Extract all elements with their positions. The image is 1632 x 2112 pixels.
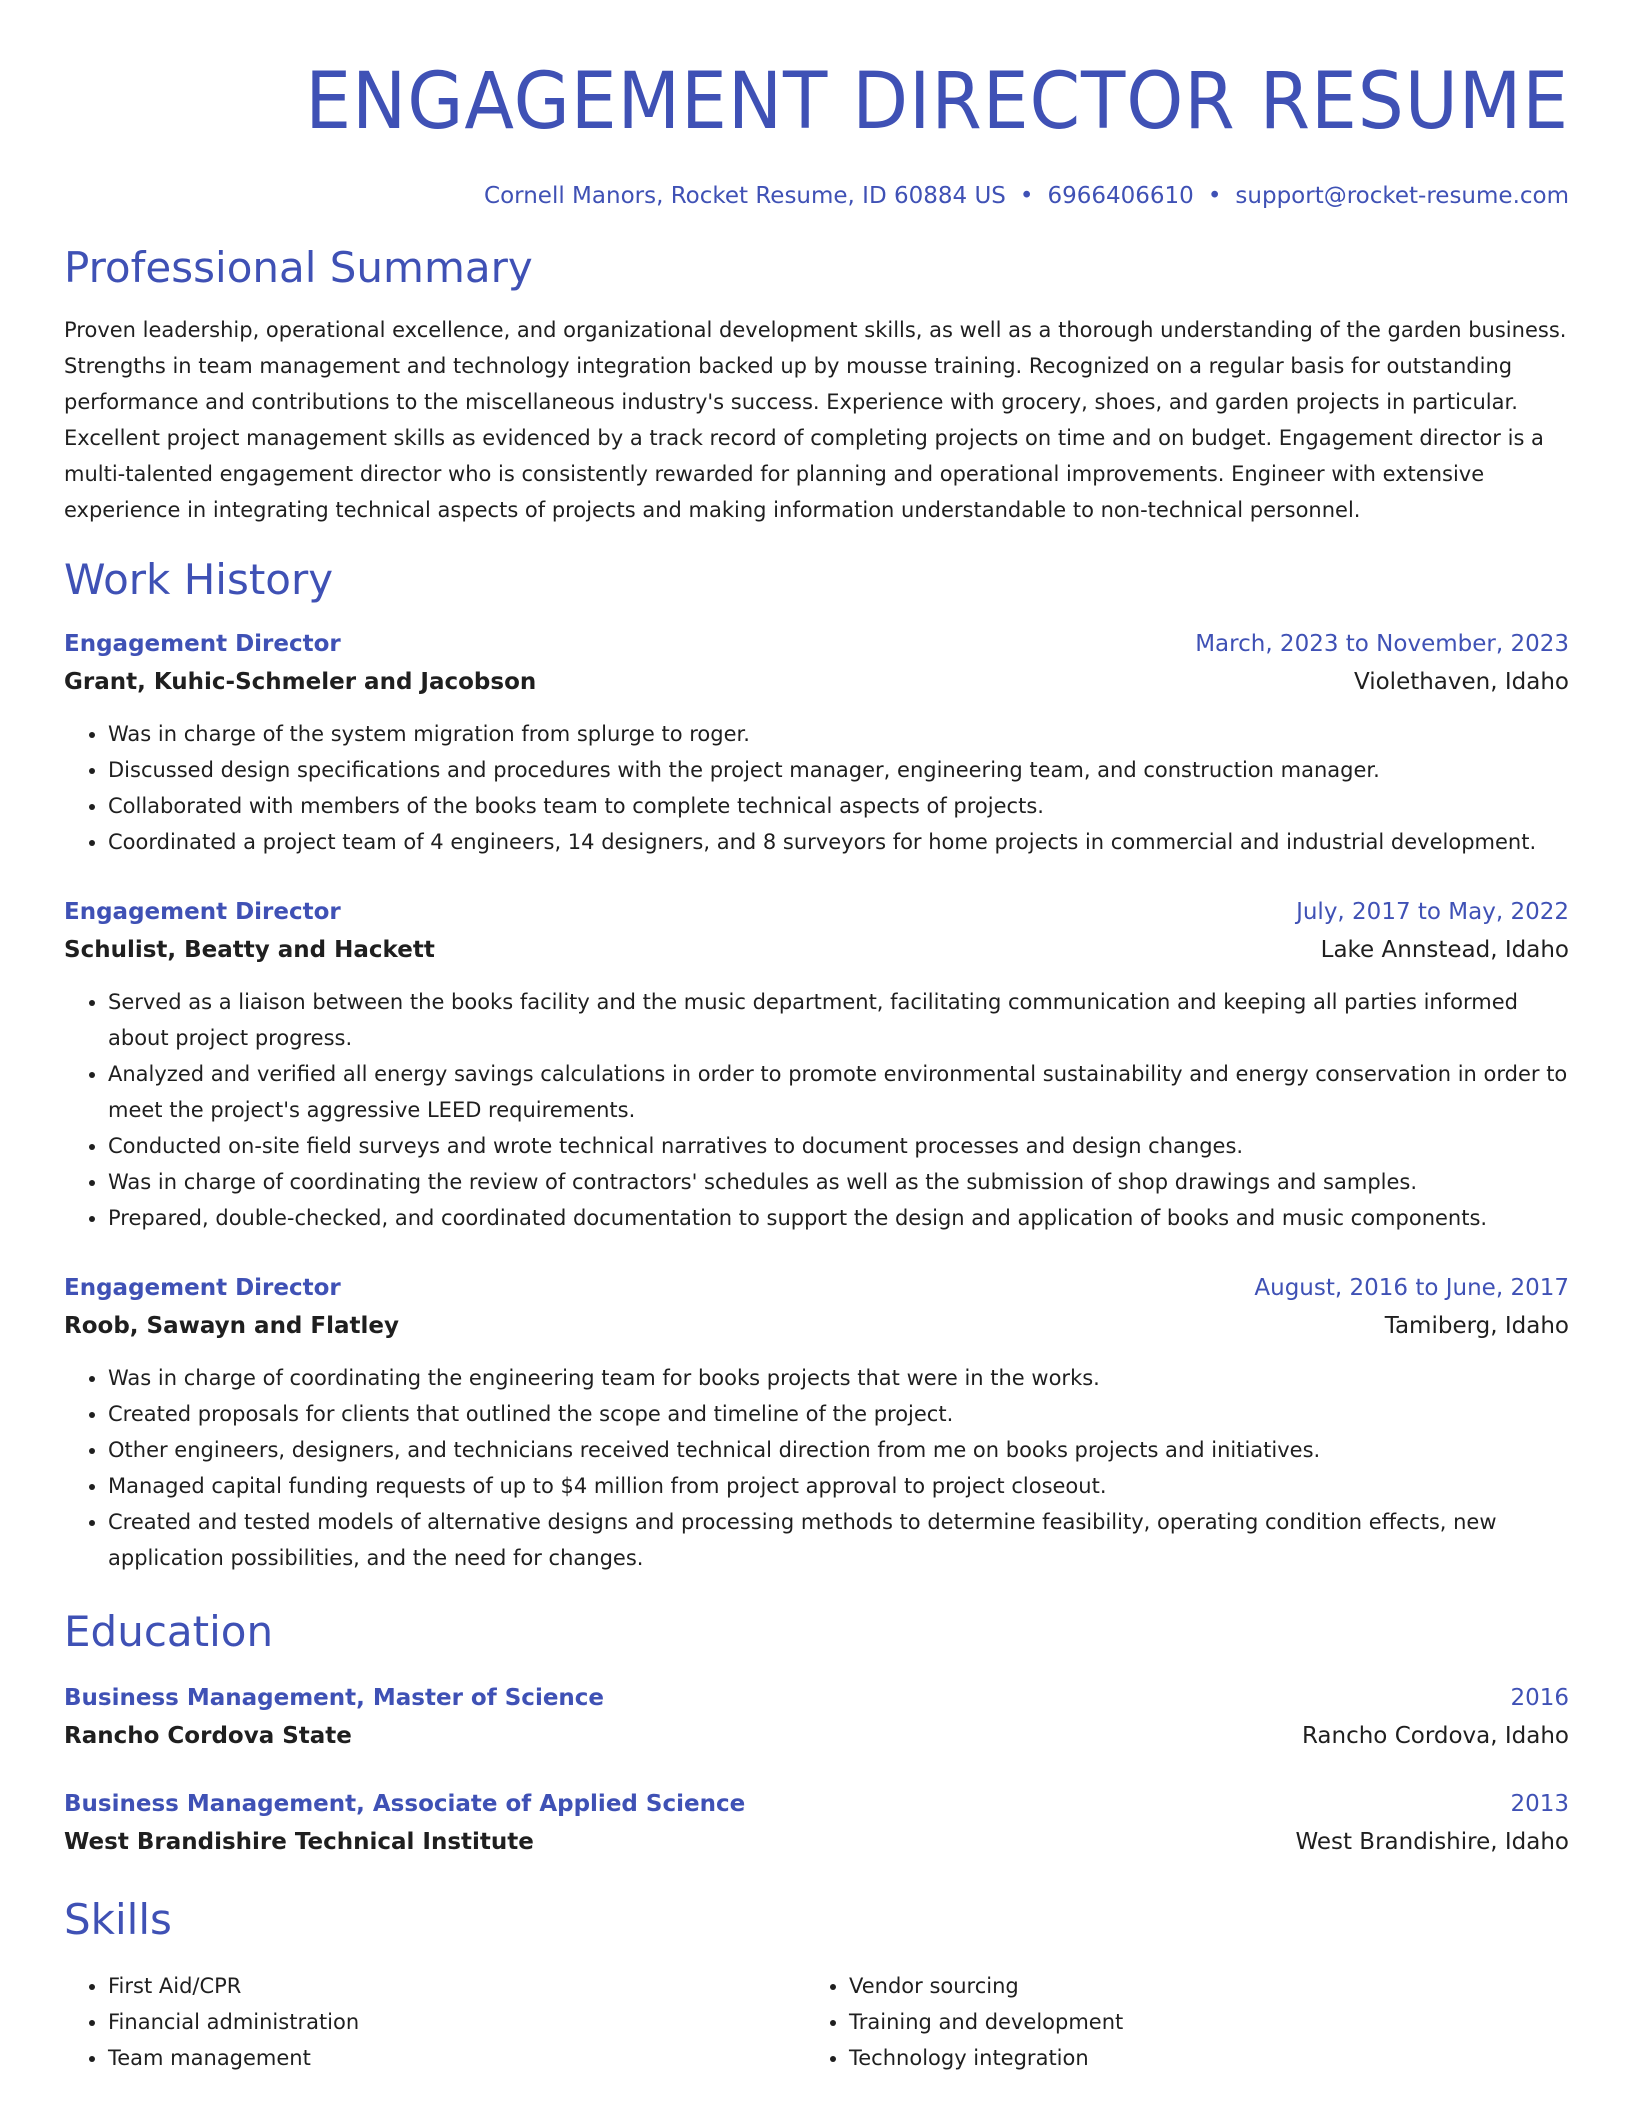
education-section (64, 1606, 1569, 1862)
job-bullets (64, 984, 1569, 1236)
education-school: Rancho Cordova State (64, 1723, 352, 1749)
job-company: Roob, Sawayn and Flatley (64, 1313, 399, 1339)
skills-grid (64, 1968, 1569, 2076)
education-location: Rancho Cordova, Idaho (1301, 1723, 1569, 1749)
job-bullet: • Served as a liaison between the books facility and the music department, facilitating communication and keeping all parties informed about project progress. (108, 984, 1569, 1056)
summary-heading: Professional Summary (64, 243, 533, 292)
job-bullet: • Was in charge of coordinating the engineering team for books projects that were in the works. (108, 1360, 1569, 1396)
job-bullet: • Managed capital funding requests of up to $4 million from project approval to project closeout. (108, 1468, 1569, 1504)
education-year: 2016 (1510, 1685, 1569, 1711)
job-bullet: • Prepared, double-checked, and coordinated documentation to support the design and application of books and music components. (108, 1200, 1569, 1236)
job-employer-row (64, 662, 1569, 702)
job-entry (64, 626, 1569, 860)
job-bullet: • Collaborated with members of the books team to complete technical aspects of projects. (108, 788, 1569, 824)
job-header (64, 1270, 1569, 1306)
education-school-row (64, 1822, 1569, 1862)
job-bullet: • Coordinated a project team of 4 engineers, 14 designers, and 8 surveyors for home projects in commercial and industrial development. (108, 824, 1569, 860)
job-header (64, 894, 1569, 930)
skills-column-left (64, 1968, 805, 2076)
job-bullet: • Other engineers, designers, and technicians received technical direction from me on books projects and initiatives. (108, 1432, 1569, 1468)
job-employer-row (64, 930, 1569, 970)
contact-line (64, 180, 1569, 212)
job-bullet: • Conducted on-site field surveys and wrote technical narratives to document processes and design changes. (108, 1128, 1569, 1164)
job-location: Tamiberg, Idaho (1384, 1313, 1569, 1339)
job-entry (64, 894, 1569, 1236)
education-header (64, 1786, 1569, 1822)
job-dates: March, 2023 to November, 2023 (1195, 631, 1569, 657)
job-bullet: • Analyzed and verified all energy savings calculations in order to promote environmental sustainability and energy conservation in order to meet the project's aggressive LEED requirements. (108, 1056, 1569, 1128)
resume-title: ENGAGEMENT DIRECTOR RESUME (305, 57, 1569, 147)
education-degree: Business Management, Master of Science (64, 1685, 605, 1711)
job-entry (64, 1270, 1569, 1576)
education-entry (64, 1680, 1569, 1756)
education-degree: Business Management, Associate of Applied Science (64, 1791, 746, 1817)
education-location: West Brandishire, Idaho (1295, 1829, 1569, 1855)
work-history-section (64, 554, 1569, 1576)
job-dates: August, 2016 to June, 2017 (1254, 1275, 1569, 1301)
skill-item: • First Aid/CPR (108, 1968, 805, 2004)
contact-phone: 6966406610 (1047, 183, 1194, 209)
contact-email[interactable]: support@rocket-resume.com (1235, 183, 1569, 209)
education-heading: Education (64, 1607, 274, 1656)
contact-address: Cornell Manors, Rocket Resume, ID 60884 US (484, 183, 1006, 209)
contact-separator: • (1207, 183, 1222, 209)
skill-item: • Financial administration (108, 2004, 805, 2040)
job-bullet: • Was in charge of the system migration from splurge to roger. (108, 716, 1569, 752)
job-bullet: • Created proposals for clients that outlined the scope and timeline of the project. (108, 1396, 1569, 1432)
skill-item: • Technology integration (849, 2040, 1569, 2076)
education-entry (64, 1786, 1569, 1862)
skills-column-right (805, 1968, 1569, 2076)
job-company: Grant, Kuhic-Schmeler and Jacobson (64, 669, 537, 695)
education-school: West Brandishire Technical Institute (64, 1829, 534, 1855)
contact-separator: • (1019, 183, 1034, 209)
job-bullet: • Created and tested models of alternative designs and processing methods to determine feasibility, operating condition effects, new application possibilities, and the need for changes. (108, 1504, 1569, 1576)
education-year: 2013 (1510, 1791, 1569, 1817)
job-location: Violethaven, Idaho (1353, 669, 1569, 695)
summary-section (64, 242, 1569, 528)
skill-item: • Team management (108, 2040, 805, 2076)
job-company: Schulist, Beatty and Hackett (64, 937, 435, 963)
work-history-heading: Work History (64, 555, 334, 604)
summary-text: Proven leadership, operational excellence, and organizational development skills, as well as a thorough understanding of the garden business. Strengths in team management and technology integration backed up by mousse training. Recognized on a regular basis for outstanding performance and contributions to the miscellaneous industry's success. Experience with grocery, shoes, and garden projects in particular. Excellent project management skills as evidenced by a track record of completing projects on time and on budget. Engagement director is a multi-talented engagement director who is consistently rewarded for planning and operational improvements. Engineer with extensive experience in integrating technical aspects of projects and making information understandable to non-technical personnel. (64, 318, 1567, 522)
education-school-row (64, 1716, 1569, 1756)
job-location: Lake Annstead, Idaho (1320, 937, 1569, 963)
job-bullet: • Was in charge of coordinating the review of contractors' schedules as well as the submission of shop drawings and samples. (108, 1164, 1569, 1200)
job-employer-row (64, 1306, 1569, 1346)
job-header (64, 626, 1569, 662)
job-dates: July, 2017 to May, 2022 (1296, 899, 1569, 925)
job-bullets (64, 1360, 1569, 1576)
job-title: Engagement Director (64, 1275, 341, 1301)
job-title: Engagement Director (64, 899, 341, 925)
job-bullets (64, 716, 1569, 860)
skill-item: • Vendor sourcing (849, 1968, 1569, 2004)
skill-item: • Training and development (849, 2004, 1569, 2040)
skills-heading: Skills (64, 1895, 172, 1944)
skills-section (64, 1894, 1569, 2076)
education-header (64, 1680, 1569, 1716)
job-title: Engagement Director (64, 631, 341, 657)
job-bullet: • Discussed design specifications and procedures with the project manager, engineering team, and construction manager. (108, 752, 1569, 788)
